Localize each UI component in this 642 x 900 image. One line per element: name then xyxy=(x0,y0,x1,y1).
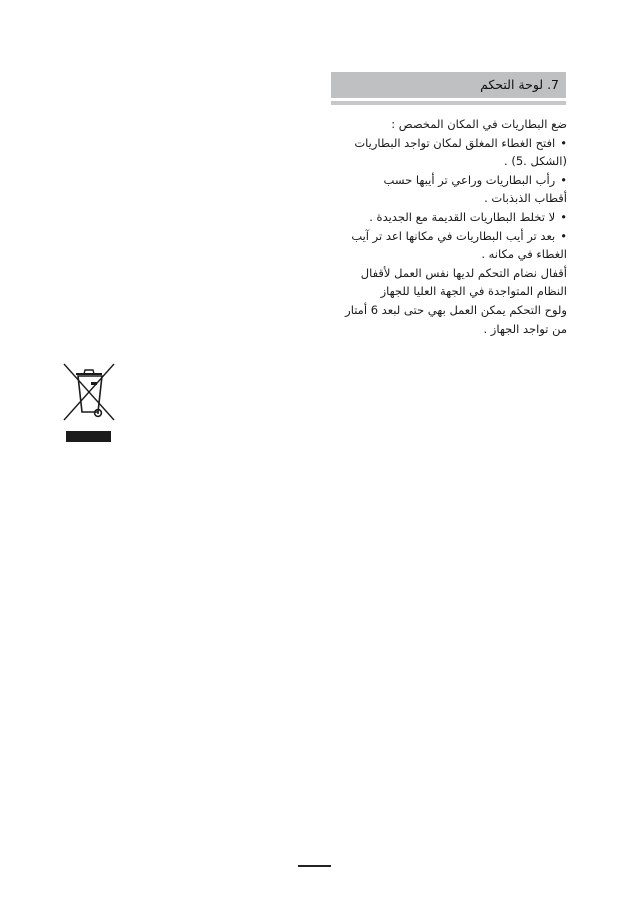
text-line: من تواجد الجهاز . xyxy=(483,321,567,336)
instructions-text xyxy=(330,115,567,338)
bullet-line: • رأب البطاريات وراعي تر أيبها حسب xyxy=(330,171,567,190)
bullet-line: • افتح الغطاء المغلق لمكان تواجد البطاريات xyxy=(330,134,567,153)
text-line: أقفال نضام التحكم لديها نفس العمل لأقفال xyxy=(360,265,567,280)
text-line: النظام المتواجدة في الجهة العليا للجهاز xyxy=(380,284,567,299)
bullet-line: • بعد تر أيب البطاريات في مكانها اعد تر آيب xyxy=(330,227,567,246)
section-title: 7. لوحة التحكم xyxy=(480,77,559,92)
text-line: (الشكل .5) . xyxy=(504,154,567,169)
weee-marking-bar xyxy=(66,431,111,442)
section-header xyxy=(331,72,566,98)
text-line: الغطاء في مكانه . xyxy=(481,247,567,262)
text-line: ولوح التحكم يمكن العمل بهي حتى لبعد 6 أمتار xyxy=(345,302,567,317)
page-number-rule xyxy=(298,865,331,867)
text-line: ضع البطاريات في المكان المخصص : xyxy=(391,117,567,131)
bullet-line: • لا تخلط البطاريات القديمة مع الجديدة . xyxy=(330,208,567,227)
section-header-rule xyxy=(331,101,566,105)
crossed-out-wheelie-bin-icon xyxy=(60,360,118,424)
text-line: أقطاب الذبذبات . xyxy=(484,191,567,206)
